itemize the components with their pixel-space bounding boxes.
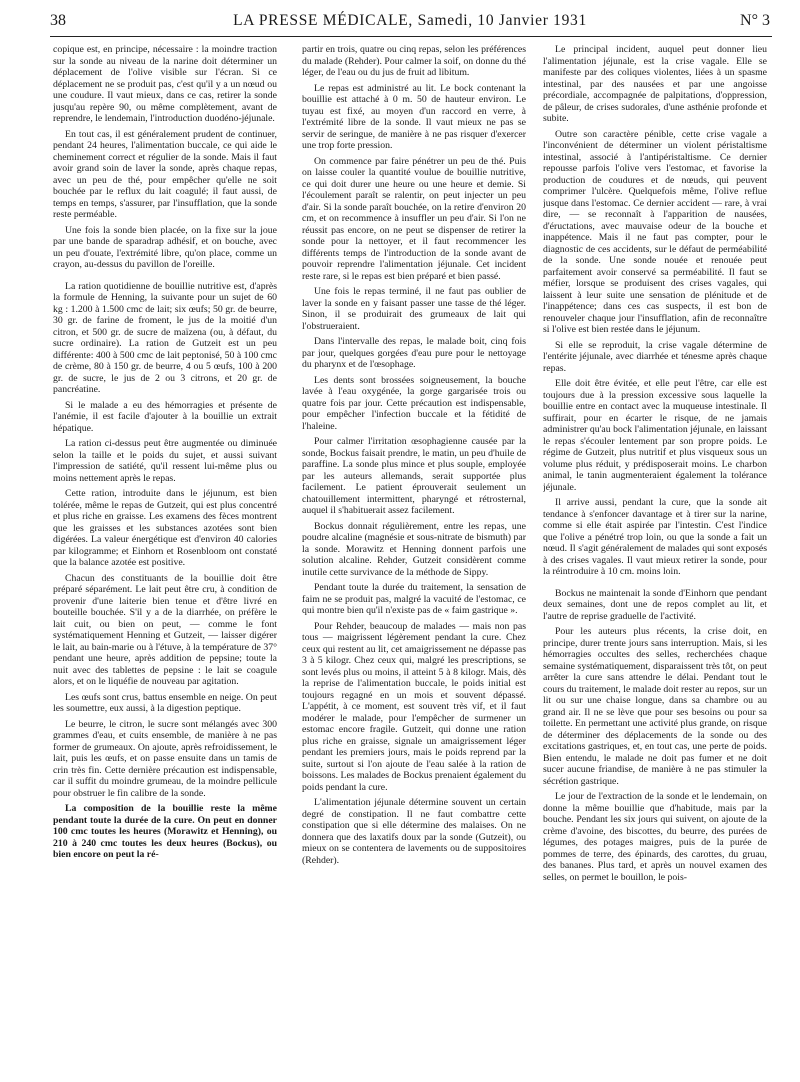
paragraph: copique est, en principe, nécessaire : la moindre traction sur la sonde au niveau de la narine doit déterminer un déplacement de l'olive visible sur l'écran. Si ce déplacement ne se produit pas, c'est qu'il y a un nœud ou une coudure. Il vaut mieux, dans ce cas, retirer la sonde jusqu'au repère 90, ou même complètement, avant de reprendre, le lendemain, l'introduction duodéno-jéjunale. — [53, 44, 277, 124]
paragraph: Cette ration, introduite dans le jéjunum, est bien tolérée, même le repas de Gutzeit, qui est plus concentré et plus riche en graisse. Les examens des fèces montrent que les graisses et les substances azotées sont bien digérées. La valeur énergétique est d'environ 40 calories par kilogramme; et Einhorn et Rosenbloom ont constaté que la balance azotée est positive. — [53, 488, 277, 568]
paragraph: Il arrive aussi, pendant la cure, que la sonde ait tendance à s'enfoncer davantage et à tirer sur la narine, comme si elle était aspirée par l'intestin. C'est l'indice que l'olive a pénétré trop loin, ou que la sonde a fait un nœud. Il s'agit généralement de malades qui sont exposés à des crises vagales. Il vaut mieux retirer la sonde, pour la réintroduire à 10 cm. moins loin. — [543, 497, 767, 577]
paragraph: Si elle se reproduit, la crise vagale détermine de l'entérite jéjunale, avec diarrhée et ténesme après chaque repas. — [543, 339, 767, 374]
paragraph: Bockus donnait régulièrement, entre les repas, une poudre alcaline (magnésie et sous-nitrate de bismuth) par la sonde. Morawitz et Henning donnent parfois une solution alcaline. Rehder, Gutzeit considèrent comme inutile cette survivance de la méthode de Sippy. — [302, 520, 526, 578]
paragraph: Le jour de l'extraction de la sonde et le lendemain, on donne la même bouillie que d'habitude, mais par la bouche. Pendant les six jours qui suivent, on ajoute de la crème d'avoine, des biscottes, du beurre, des purées de légumes, des potages maigres, puis de la purée de pommes de terre, des épinards, des carottes, du gruau, des bananes. Plus tard, et après un nouvel examen des selles, on permet le bouillon, le pois- — [543, 791, 767, 883]
paragraph: Bockus ne maintenait la sonde d'Einhorn que pendant deux semaines, dont une de repos complet au lit, et l'autre de reprise graduelle de l'activité. — [543, 587, 767, 622]
paragraph: partir en trois, quatre ou cinq repas, selon les préférences du malade (Rehder). Pour calmer la soif, on donne du thé léger, de l'eau ou du jus de fruit ad libitum. — [302, 44, 526, 78]
paragraph: Pendant toute la durée du traitement, la sensation de faim ne se produit pas, malgré la vacuité de l'estomac, ce qui montre bien qu'il n'existe pas de « faim gastrique ». — [302, 582, 526, 616]
paragraph: Le beurre, le citron, le sucre sont mélangés avec 300 grammes d'eau, et cuits ensemble, de manière à ne pas former de grumeaux. On ajoute, après refroidissement, le lait, puis les œufs, et on passe ensuite dans un tamis de crin très fin. Cette dernière précaution est indispensable, car il suffit du moindre grumeau, de la moindre pellicule pour obstruer le fin calibre de la sonde. — [53, 718, 277, 799]
paragraph: Une fois la sonde bien placée, on la fixe sur la joue par une bande de sparadrap adhésif, et on bouche, avec un peu d'ouate, l'extrémité libre, qu'on place, comme un crayon, au-dessus du pavillon de l'oreille. — [53, 224, 277, 270]
text-column-3 — [543, 44, 767, 1074]
paragraph: Les œufs sont crus, battus ensemble en neige. On peut les soumettre, eux aussi, à la digestion peptique. — [53, 691, 277, 714]
paragraph: La ration quotidienne de bouillie nutritive est, d'après la formule de Henning, la suivante pour un sujet de 60 kg : 1.200 à 1.500 cmc de lait; six œufs; 50 gr. de beurre, 30 gr. de farine de froment, le jus de la moitié d'un citron, et 500 gr. de sucre de maïzena (ou, à défaut, du sucre ordinaire). La ration de Gutzeit est un peu différente: 400 à 500 cmc de lait peptonisé, 50 à 100 cmc de crème, 80 à 150 gr. de beurre, 4 ou 5 œufs, 100 à 200 gr. de sucre, le jus de 2 ou 3 citrons, et 20 gr. de pancréatine. — [53, 280, 277, 395]
paragraph: Dans l'intervalle des repas, le malade boit, cinq fois par jour, quelques gorgées d'eau pure pour le nettoyage du pharynx et de l'œsophage. — [302, 336, 526, 370]
paragraph: Elle doit être évitée, et elle peut l'être, car elle est toujours due à la pression excessive sous laquelle la bouillie entre en contact avec la muqueuse intestinale. Il suffirait, pour en écarter le risque, de ne jamais administrer qu'au bock l'alimentation jéjunale, en laissant le repas s'écouler lentement par son propre poids. Le régime de Gutzeit, plus nutritif et plus visqueux sous un volume plus réduit, y prédisposerait moins. Le charbon animal, le tanin augmenteraient également la tolérance jéjunale. — [543, 378, 767, 493]
paragraph: Le repas est administré au lit. Le bock contenant la bouillie est attaché à 0 m. 50 de hauteur environ. Le tuyau est fixé, au moyen d'un raccord en verre, à l'extrémité libre de la sonde. Il vaut mieux ne pas se servir de seringue, de manière à ne pas risquer d'exercer une trop forte pression. — [302, 82, 526, 151]
paragraph: La composition de la bouillie reste la même pendant toute la durée de la cure. On peut en donner 100 cmc toutes les heures (Morawitz et Henning), ou 210 à 240 cmc toutes les deux heures (Bockus), ou bien encore on peut la ré- — [53, 803, 277, 860]
journal-title: LA PRESSE MÉDICALE, Samedi, 10 Janvier 1931 — [233, 12, 587, 29]
running-header — [50, 12, 770, 34]
paragraph: Outre son caractère pénible, cette crise vagale a l'inconvénient de déterminer un violent péristaltisme intestinal, associé à l'antipéristaltisme. Ce dernier repousse parfois l'olive vers l'estomac, et favorise la production de coudures et de nœuds, qui peuvent comprimer l'ulcère. Quelquefois même, l'olive reflue jusque dans l'estomac. Ce dernier accident — rare, à vrai dire, — se reconnaît à l'apparition de nausées, d'éructations, avec mauvaise odeur de la bouche et inappétence. Mais il ne faut pas compter, pour le diagnostic de ces accidents, sur le défaut de perméabilité de la sonde. Une sonde nouée et renouée peut parfaitement avoir conservé sa perméabilité. Il faut se méfier, lorsque se produisent des crises vagales, qui laissent à leur suite une sensation de plénitude et de l'inappétence; dans ces cas suspects, il est bon de renouveler chaque jour l'insufflation, afin de reconnaître si l'olive est bien restée dans le jéjunum. — [543, 128, 767, 335]
text-column-1 — [53, 44, 277, 1074]
paragraph: Les dents sont brossées soigneusement, la bouche lavée à l'eau oxygénée, la gorge gargarisée trois ou quatre fois par jour. Cette précaution est indispensable, pour empêcher l'infection buccale et la fétidité de l'haleine. — [302, 374, 526, 432]
paragraph: Le principal incident, auquel peut donner lieu l'alimentation jéjunale, est la crise vagale. Elle se manifeste par des coliques violentes, liées à un spasme intestinal, par des nausées et par une angoisse précordiale, accompagnée de palpitations, d'oppression, de pâleur, de crises sudorales, d'une asthénie profonde et subite. — [543, 44, 767, 124]
issue-number: N° 3 — [740, 12, 770, 29]
paragraph: Pour calmer l'irritation œsophagienne causée par la sonde, Bockus faisait prendre, le matin, un peu d'huile de paraffine. La sonde plus mince et plus souple, employée par les auteurs allemands, serait supportée plus facilement. Le patient éprouverait seulement un chatouillement intermittent, pharyngé et rétrosternal, auquel il s'habituerait assez facilement. — [302, 436, 526, 516]
text-column-2 — [302, 44, 526, 1074]
paragraph: On commence par faire pénétrer un peu de thé. Puis on laisse couler la quantité voulue de bouillie nutritive, ce qui doit durer une heure ou une heure et demie. Si l'écoulement paraît se ralentir, on peut injecter un peu d'air. Si la sonde paraît bouchée, on la retire d'environ 20 cm, et on recommence à insuffler un peu d'air. Si l'on ne réussit pas encore, on ne peut se dispenser de retirer la sonde pour la nettoyer, et il faut recommencer les différents temps de l'introduction de la sonde avant de pouvoir reprendre l'alimentation jéjunale. Cet incident reste rare, si le repas est bien préparé et bien passé. — [302, 155, 526, 282]
paragraph: Pour Rehder, beaucoup de malades — mais non pas tous — maigrissent légèrement pendant la cure. Chez ceux qui restent au lit, cet amaigrissement ne dépasse pas 3 à 5 kilogr. Chez ceux qui, malgré les prescriptions, se sont levés plus ou moins, il atteint 5 à 8 kilogr. Mais, dès la reprise de l'alimentation buccale, le poids initial est toujours regagné en un mois et souvent dépassé. L'appétit, à ce moment, est souvent très vif, et il faut modérer le malade, pour l'empêcher de surmener un estomac encore fragile. Gutzeit, qui donne une ration plus riche en graisse, signale un amaigrissement léger pendant les premiers jours, mais le poids reprend par la suite, surtout si l'on ajoute de l'eau salée à la ration de boissons. Les malades de Bockus prenaient également du poids pendant la cure. — [302, 620, 526, 793]
paragraph: Si le malade a eu des hémorragies et présente de l'anémie, il est facile d'ajouter à la bouillie un extrait hépatique. — [53, 399, 277, 434]
paragraph: L'alimentation jéjunale détermine souvent un certain degré de constipation. Il ne faut combattre cette constipation que si elle détermine des malaises. On ne donnera que des laxatifs doux par la sonde (Gutzeit), ou mieux on se contentera de lavements ou de suppositoires (Rehder). — [302, 797, 526, 866]
paragraph: En tout cas, il est généralement prudent de continuer, pendant 24 heures, l'alimentation buccale, ce qui aide le cheminement correct et régulier de la sonde. Mais il faut avoir grand soin de laver la sonde, après chaque repas, avec un peu de thé, pour empêcher qu'elle ne soit bouchée par le reflux du lait coagulé; il faut aussi, de temps en temps, s'assurer, par l'insufflation, que la sonde reste perméable. — [53, 128, 277, 220]
page-number: 38 — [50, 12, 66, 29]
paragraph: La ration ci-dessus peut être augmentée ou diminuée selon la taille et le poids du sujet, et aussi suivant l'impression de satiété, qu'il ressent lui-même plus ou moins nettement après le repas. — [53, 438, 277, 484]
paragraph: Une fois le repas terminé, il ne faut pas oublier de laver la sonde en y faisant passer une tasse de thé léger. Sinon, il se produirait des grumeaux de lait qui l'obstrueraient. — [302, 286, 526, 332]
paragraph: Pour les auteurs plus récents, la crise doit, en principe, durer trente jours sans interruption. Mais, si les hémorragies occultes des selles, recherchées chaque semaine systématiquement, disparaissent très tôt, on peut arrêter la cure sans attendre le délai. Pendant tout le cours du traitement, le malade doit rester au repos, sur un lit ou sur une chaise longue, dans sa chambre ou au grand air. Il ne se lève que pour ses besoins ou pour sa toilette. En permettant une activité plus grande, on risque de déterminer des déplacements de la sonde ou des excitations gastriques, et, en tout cas, une perte de poids. Bien entendu, le malade ne doit pas fumer et ne doit sucer aucune friandise, de manière à ne pas stimuler la sécrétion gastrique. — [543, 626, 767, 787]
header-rule — [50, 36, 772, 37]
paragraph: Chacun des constituants de la bouillie doit être préparé séparément. Le lait peut être cru, à condition de provenir d'une laiterie bien tenue et d'être livré en bouteille bouchée. S'il y a de la diarrhée, on préfère le lait cuit, ou bien on peut, — comme le font systématiquement Henning et Gutzeit, — laisser digérer le lait, au bain-marie ou à l'étuve, à la température de 37° pendant une heure, après addition de pepsine; toute la nuit avec des tablettes de pepsine : le lait se coagule alors, et on le liquéfie de nouveau par agitation. — [53, 572, 277, 687]
